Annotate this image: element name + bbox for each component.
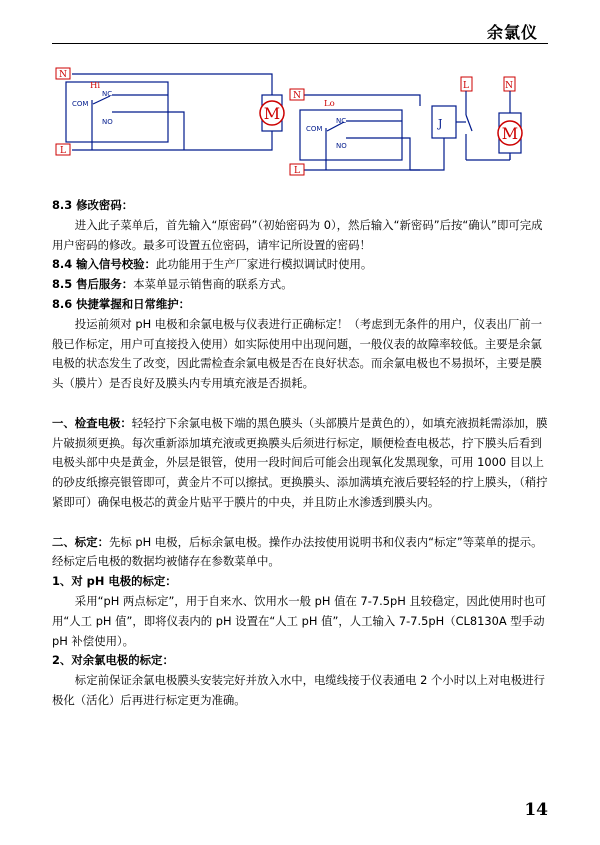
section-8-5-text: 本菜单显示销售商的联系方式。 — [133, 277, 293, 292]
right-no-label: NO — [336, 142, 347, 150]
left-com-label: COM — [72, 100, 89, 108]
left-motor-icon — [260, 95, 284, 131]
section-8-4 — [52, 255, 548, 275]
body-text — [52, 196, 548, 711]
hi-label: Hi — [90, 81, 101, 91]
wiring-diagram — [0, 0, 600, 190]
right-nc-label: NC — [336, 117, 347, 125]
right-l-label: L — [294, 166, 300, 176]
section-8-4-title: 8.4 输入信号校验： — [52, 257, 156, 272]
check-electrode-text: 轻轻拧下余氯电极下端的黑色膜头（头部膜片是黄色的），如填充液损耗需添加，膜片破损须更换。每次重新添加填充液或更换膜头后须进行标定，顺便检查电极芯，拧下膜头后看到电极头部中央是黄金，外层是银管，使用一段时间后可能会出现氧化发黑现象，可用 1000 目以上的砂皮纸擦亮银管即可，黄金片不可以擦拭。更换膜头、添加满填充液后要轻轻的拧上膜头，（稍拧紧即可）确保电极芯的黄金片贴平于膜片的中央，并且防止水渗透到膜头内。 — [52, 415, 548, 509]
ph-calibration-title: 1、对 pH 电极的标定： — [52, 574, 177, 589]
check-electrode-title: 一、检查电极： — [52, 415, 132, 430]
ph-calibration-text: 采用“pH 两点标定”，用于自来水、饮用水一般 pH 值在 7-7.5pH 且较稳定，因此使用时也可用“人工 pH 值”，即将仪表内的 pH 设置在“人工 pH 值”，人工输入 7-7.5pH（CL8130A 型手动 pH 补偿使用）。 — [52, 593, 547, 648]
contactor-n-label: N — [505, 81, 513, 91]
left-nc-label: NC — [102, 90, 113, 98]
calibration-title: 二、标定： — [52, 534, 109, 549]
section-8-5 — [52, 275, 548, 295]
cl-calibration-text: 标定前保证余氯电极膜头安装完好并放入水中，电缆线接于仪表通电 2 个小时以上对电极进行极化（活化）后再进行标定更为准确。 — [52, 673, 545, 707]
left-l-label: L — [60, 146, 66, 156]
calibration-text: 先标 pH 电极，后标余氯电极。操作办法按使用说明书和仪表内“标定”等菜单的提示。经标定后电极的数据均被储存在参数菜单中。 — [52, 534, 543, 569]
section-8-6-title: 8.6 快捷掌握和日常维护： — [52, 296, 191, 311]
left-no-label: NO — [102, 118, 113, 126]
contactor-label: J — [438, 117, 443, 130]
cl-calibration-title: 2、对余氯电极的标定： — [52, 653, 174, 668]
contactor-l-label: L — [463, 81, 469, 91]
right-motor-icon — [498, 113, 522, 153]
section-8-6-text: 投运前须对 pH 电极和余氯电极与仪表进行正确标定！（考虑到无条件的用户，仪表出厂前一般已作标定，用户可直接投入使用）如实际使用中出现问题，一般仪表的故障率较低。主要是余氯电极的状态发生了改变，因此需检查余氯电极是否在良好状态。而余氯电极也不易损坏，主要是膜头（膜片）是否良好及膜头内专用填充液是否损耗。 — [52, 316, 543, 391]
section-8-4-text: 此功能用于生产厂家进行模拟调试时使用。 — [155, 257, 373, 272]
left-motor-label: M — [263, 104, 281, 123]
section-8-3-title: 8.3 修改密码： — [52, 198, 134, 212]
right-com-label: COM — [306, 125, 323, 133]
header-title: 余氯仪 — [486, 23, 538, 42]
check-electrode — [52, 414, 548, 513]
section-8-5-title: 8.5 售后服务： — [52, 277, 134, 292]
page-number: 14 — [524, 800, 548, 820]
section-8-3-text: 进入此子菜单后，首先输入“原密码”（初始密码为 0），然后输入“新密码”后按“确认”即可完成用户密码的修改。最多可设置五位密码，请牢记所设置的密码！ — [52, 217, 543, 252]
right-motor-label: M — [501, 124, 519, 143]
right-n-label: N — [293, 91, 301, 101]
calibration — [52, 533, 548, 573]
lo-label: Lo — [324, 99, 335, 109]
left-n-label: N — [59, 70, 67, 80]
